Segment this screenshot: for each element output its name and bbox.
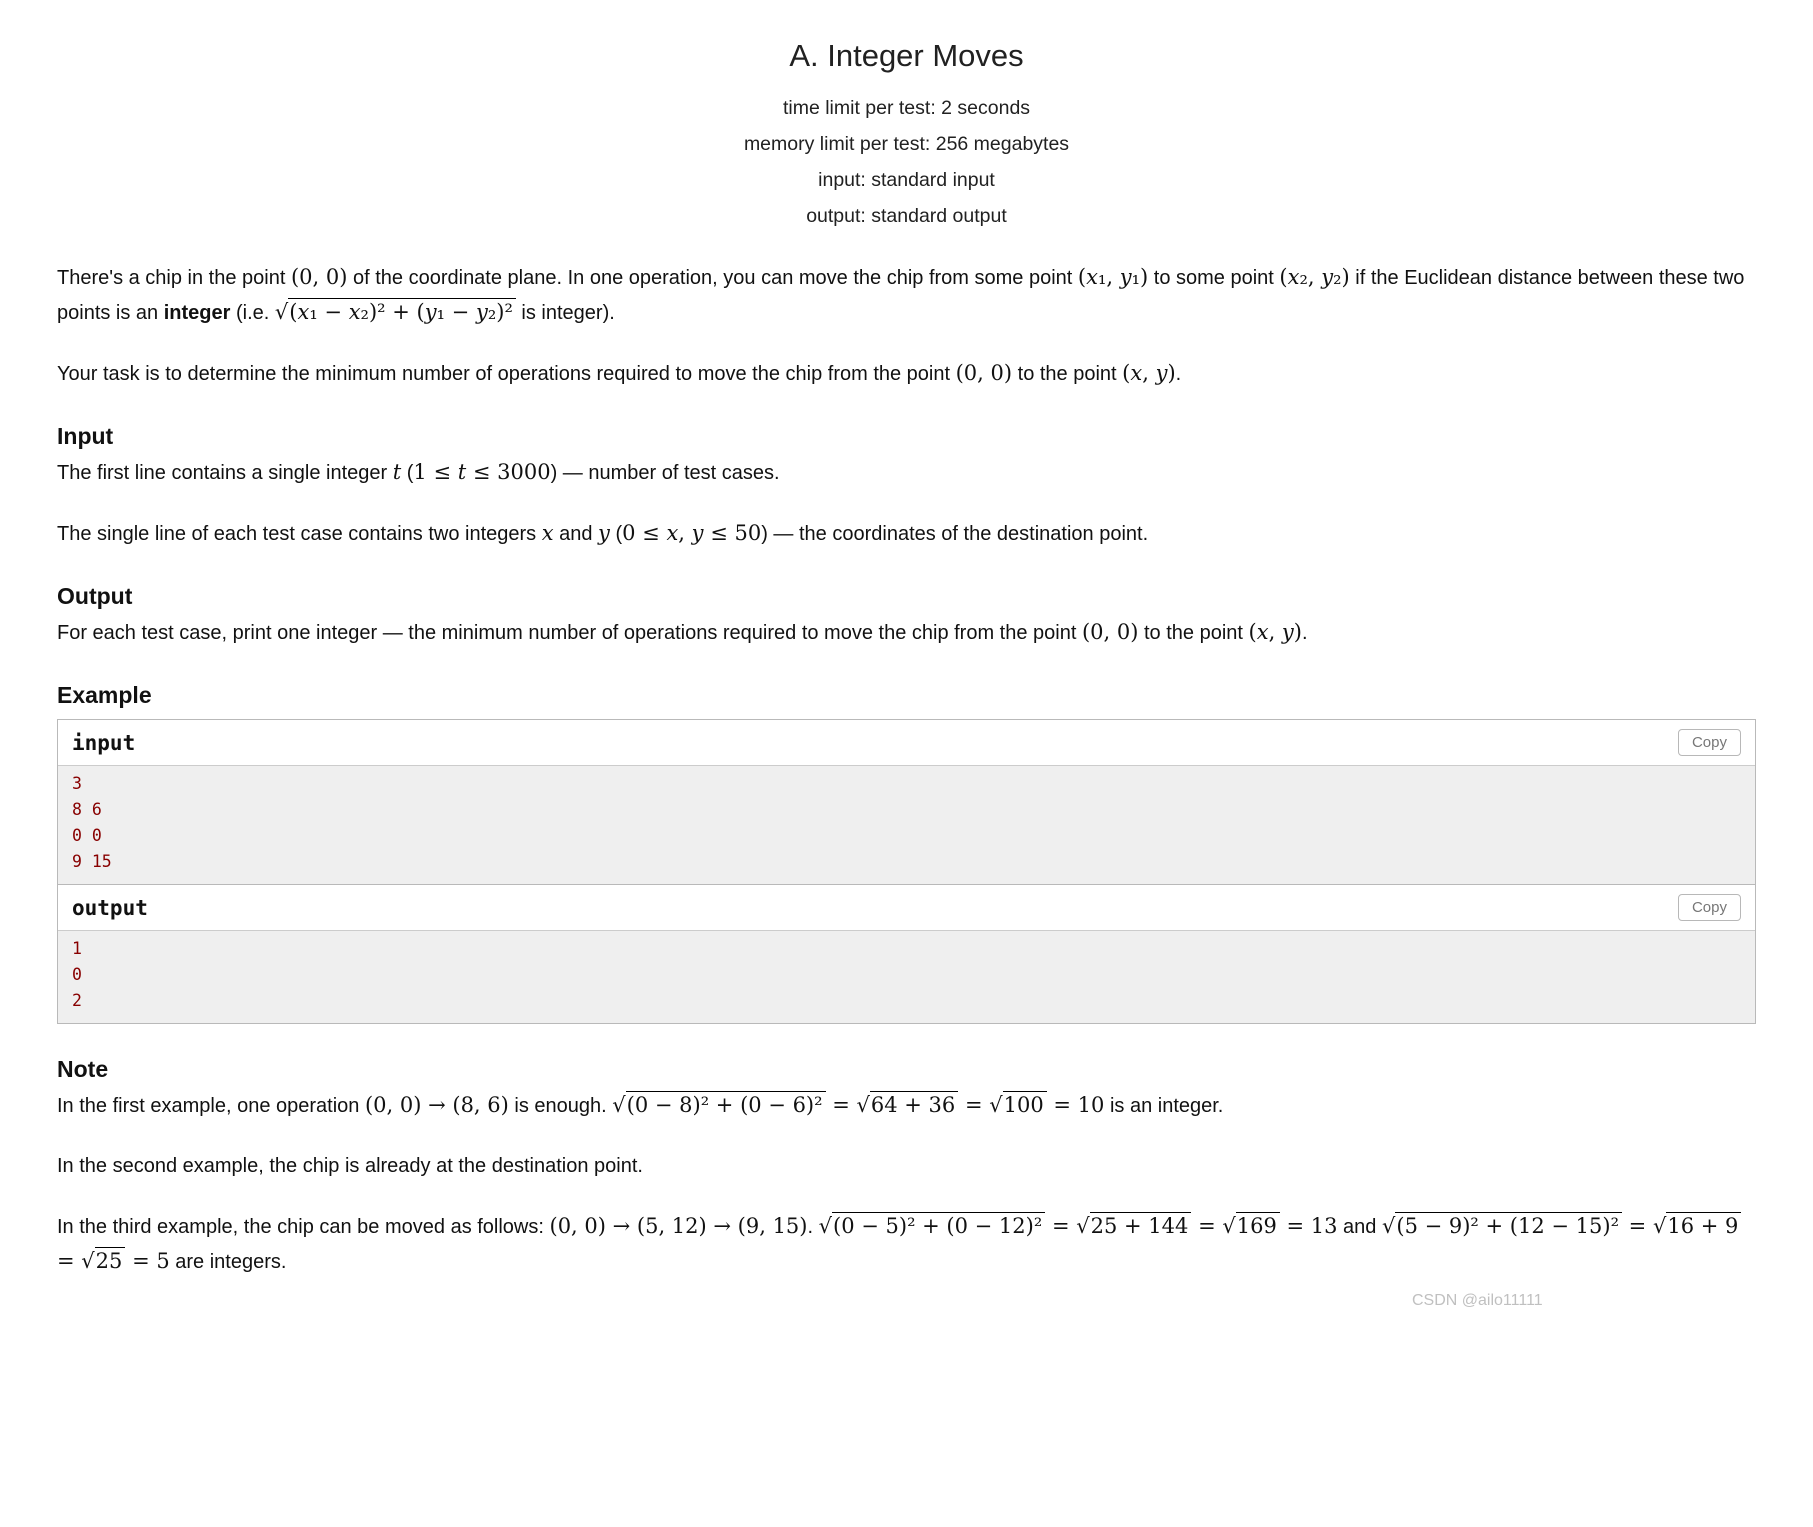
sample-input-body: 3 8 6 0 0 9 15 <box>58 765 1755 884</box>
sample-input-header <box>58 720 1755 765</box>
problem-title: A. Integer Moves <box>789 38 1024 73</box>
sample-input-label: input <box>72 730 136 755</box>
sample-output-label: output <box>72 895 148 920</box>
output-paragraph-1: For each test case, print one integer — the minimum number of operations required to move the chip from the point (0, 0) to the point (x, y). <box>57 620 1308 644</box>
csdn-watermark: CSDN @ailo11111 <box>1412 1292 1543 1309</box>
sample-output-header <box>58 884 1755 930</box>
statement-paragraph-2: Your task is to determine the minimum number of operations required to move the chip from the point (0, 0) to the point (x, y). <box>57 361 1182 385</box>
note-heading: Note <box>57 1056 109 1082</box>
note-paragraph-3: In the third example, the chip can be moved as follows: (0, 0) → (5, 12) → (9, 15). √(0 − 5)² + (0 − 12)² = √25 + 144 = √169 = 13 and √(5 − 9)² + (12 − 15)² = √16 + 9 = √25 = 5 are integers. <box>57 1209 1756 1279</box>
output-heading: Output <box>57 583 133 609</box>
sample-tests <box>57 719 1756 1024</box>
time-limit: time limit per test: 2 seconds <box>782 97 1031 119</box>
note-paragraph-1: In the first example, one operation (0, 0) → (8, 6) is enough. √(0 − 8)² + (0 − 6)² = √64 + 36 = √100 = 10 is an integer. <box>57 1093 1224 1117</box>
sample-output-body: 1 0 2 <box>58 930 1755 1023</box>
statement-paragraph-1: There's a chip in the point (0, 0) of the coordinate plane. In one operation, you can move the chip from some point (x₁, y₁) to some point (x₂, y₂) if the Euclidean distance between these two points is an integer (i.e. √(x₁ − x₂)² + (y₁ − y₂)² is integer). <box>57 265 1745 324</box>
example-heading: Example <box>57 682 152 708</box>
input-paragraph-1: The first line contains a single integer t (1 ≤ t ≤ 3000) — number of test cases. <box>57 460 780 484</box>
input-heading: Input <box>57 423 114 449</box>
copy-input-button[interactable]: Copy <box>1678 729 1741 756</box>
copy-output-button[interactable]: Copy <box>1678 894 1741 921</box>
problem-meta <box>57 90 1756 234</box>
input-spec: input: standard input <box>818 169 995 191</box>
output-spec: output: standard output <box>806 205 1007 227</box>
input-paragraph-2: The single line of each test case contains two integers x and y (0 ≤ x, y ≤ 50) — the coordinates of the destination point. <box>57 521 1149 545</box>
note-paragraph-2: In the second example, the chip is already at the destination point. <box>57 1155 643 1177</box>
memory-limit: memory limit per test: 256 megabytes <box>743 133 1070 155</box>
